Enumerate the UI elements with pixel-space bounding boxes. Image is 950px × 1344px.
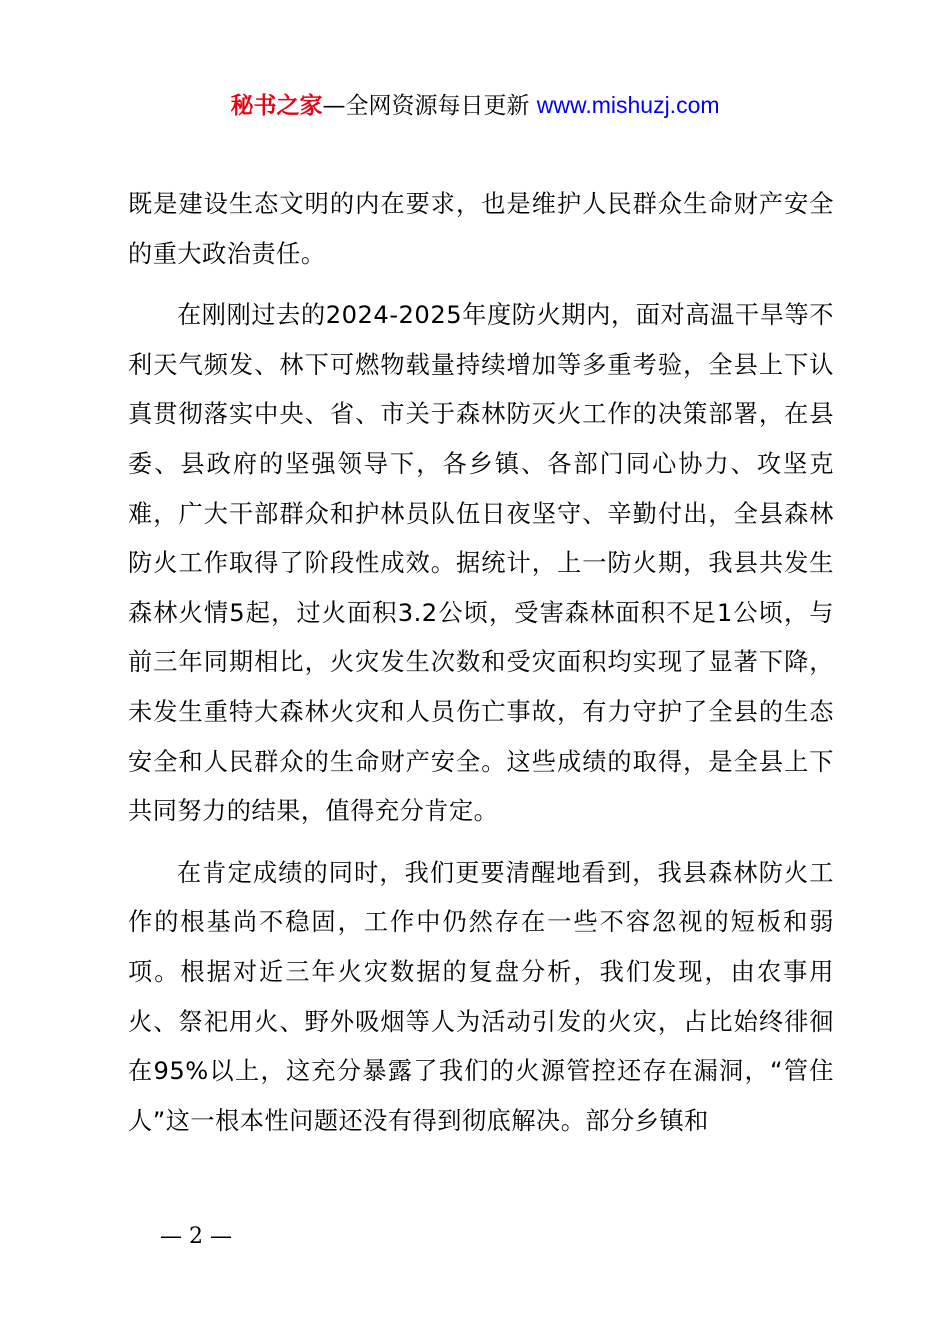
- site-slogan: —全网资源每日更新: [322, 93, 537, 119]
- paragraph: 既是建设生态文明的内在要求，也是维护人民群众生命财产安全的重大政治责任。: [128, 190, 834, 268]
- site-brand: 秘书之家: [230, 93, 323, 119]
- site-url-link[interactable]: www.mishuzj.com: [536, 92, 720, 118]
- paragraph: 在肯定成绩的同时，我们更要清醒地看到，我县森林防火工作的根基尚不稳固，工作中仍然存在一些不容忽视的短板和弱项。根据对近三年火灾数据的复盘分析，我们发现，由农事用火、祭祀用火、野外吸烟等人为活动引发的火灾，占比始终徘徊在95%以上，这充分暴露了我们的火源管控还存在漏洞，“管住人”这一根本性问题还没有得到彻底解决。部分乡镇和: [128, 858, 834, 1135]
- paragraph: 在刚刚过去的2024-2025年度防火期内，面对高温干旱等不利天气频发、林下可燃物载量持续增加等多重考验，全县上下认真贯彻落实中央、省、市关于森林防灭火工作的决策部署，在县委、县政府的坚强领导下，各乡镇、各部门同心协力、攻坚克难，广大干部群众和护林员队伍日夜坚守、辛勤付出，全县森林防火工作取得了阶段性成效。据统计，上一防火期，我县共发生森林火情5起，过火面积3.2公顷，受害森林面积不足1公顷，与前三年同期相比，火灾发生次数和受灾面积均实现了显著下降，未发生重特大森林火灾和人员伤亡事故，有力守护了全县的生态安全和人民群众的生命财产安全。这些成绩的取得，是全县上下共同努力的结果，值得充分肯定。: [128, 301, 834, 826]
- page-number: — 2 —: [160, 1224, 232, 1249]
- site-header: [0, 88, 950, 123]
- document-body: [128, 180, 834, 1146]
